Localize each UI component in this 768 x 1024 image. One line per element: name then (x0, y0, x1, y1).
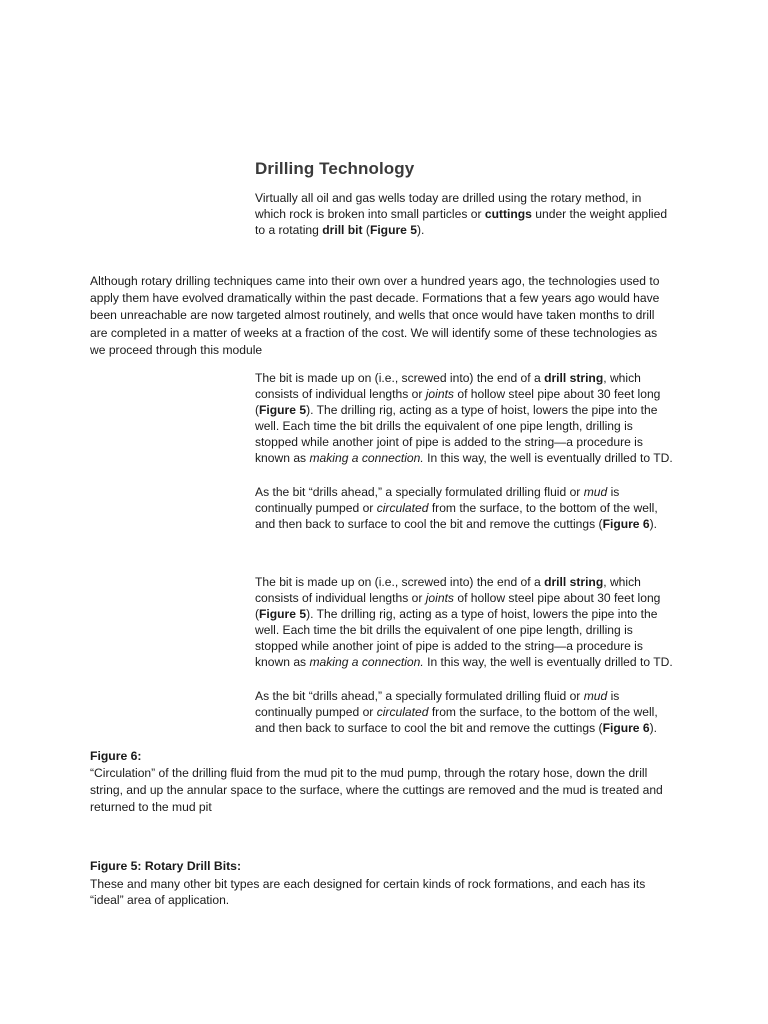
drill-string-paragraph-repeat (255, 575, 675, 670)
history-paragraph (90, 273, 675, 359)
text-run: of hollow steel pipe about 30 feet long ( (255, 590, 661, 621)
italic-term: making a connection. (309, 450, 424, 465)
text-run: These and many other bit types are each designed for certain kinds of rock formations, and each has its “ideal” area of application. (90, 877, 646, 908)
text-run: ). The drilling rig, acting as a type of hoist, lowers the pipe into the well. Each time the bit drills the equivalent of one pipe length, drilling is stopped while another joint of pipe is added to the string—a procedure is known as (255, 606, 658, 669)
text-run: ). (649, 720, 658, 735)
text-run: Although rotary drilling techniques came into their own over a hundred years ago, the technologies used to apply them have evolved dramatically within the past decade. Formations that a few years ago would have been unreachable are now targeted almost routinely, and wells that once would have taken months to drill are completed in a matter of weeks at a fraction of the cost. We will identify some of these technologies as we proceed through this module (90, 274, 660, 357)
text-run: is continually pumped or (255, 689, 620, 719)
drilling-mud-paragraph-repeat (255, 689, 675, 737)
text-run: ). The drilling rig, acting as a type of hoist, lowers the pipe into the well. Each time the bit drills the equivalent of one pipe length, drilling is stopped while another joint of pipe is added to the string—a procedure is known as (255, 402, 658, 465)
text-run: from the surface, to the bottom of the well, and then back to surface to cool the bit and remove the cuttings ( (255, 500, 658, 531)
text-run: In this way, the well is eventually drilled to TD. (423, 654, 673, 669)
figure-5-heading: Figure 5: Rotary Drill Bits: (90, 859, 242, 873)
italic-term: mud (583, 485, 608, 499)
text-run: “Circulation” of the drilling fluid from the mud pit to the mud pump, through the rotary hose, down the drill string, and up the annular space to the surface, where the cuttings are removed and the mud is treated and returned to the mud pit (90, 766, 663, 815)
figure-5-caption (90, 876, 675, 908)
text-run: ). (649, 516, 658, 531)
bold-term: Figure 5 (259, 606, 307, 621)
text-run: ( (362, 222, 370, 237)
bold-term: drill bit (322, 222, 363, 237)
page-title: Drilling Technology (255, 159, 415, 178)
text-run: In this way, the well is eventually drilled to TD. (423, 450, 673, 465)
italic-term: mud (583, 689, 608, 703)
drilling-mud-paragraph (255, 485, 675, 533)
bold-term: Figure 6 (602, 516, 650, 531)
italic-term: joints (425, 386, 454, 401)
figure-6-caption (90, 765, 675, 817)
bold-term: cuttings (484, 206, 532, 221)
bold-term: Figure 5 (369, 222, 417, 237)
bold-term: drill string (544, 371, 604, 385)
figure-6-heading: Figure 6: (90, 749, 142, 763)
bold-term: drill string (544, 575, 604, 589)
text-run: , which consists of individual lengths or (255, 575, 641, 605)
text-run: As the bit “drills ahead,” a specially formulated drilling fluid or (255, 485, 584, 499)
text-run: under the weight applied to a rotating (255, 206, 668, 237)
italic-term: circulated (376, 704, 429, 719)
text-run: ). (416, 222, 425, 237)
text-run: The bit is made up on (i.e., screwed into) the end of a (255, 371, 545, 385)
text-run: of hollow steel pipe about 30 feet long ( (255, 386, 661, 417)
intro-paragraph (255, 191, 675, 239)
text-run: from the surface, to the bottom of the well, and then back to surface to cool the bit and remove the cuttings ( (255, 704, 658, 735)
text-run: The bit is made up on (i.e., screwed into) the end of a (255, 575, 545, 589)
italic-term: circulated (376, 500, 429, 515)
italic-term: making a connection. (309, 654, 424, 669)
text-run: Virtually all oil and gas wells today are drilled using the rotary method, in which rock is broken into small particles or (255, 191, 642, 221)
bold-term: Figure 5 (259, 402, 307, 417)
bold-term: Figure 6 (602, 720, 650, 735)
text-run: is continually pumped or (255, 485, 620, 515)
drill-string-paragraph (255, 371, 675, 466)
text-run: , which consists of individual lengths or (255, 371, 641, 401)
text-run: As the bit “drills ahead,” a specially formulated drilling fluid or (255, 689, 584, 703)
italic-term: joints (425, 590, 454, 605)
